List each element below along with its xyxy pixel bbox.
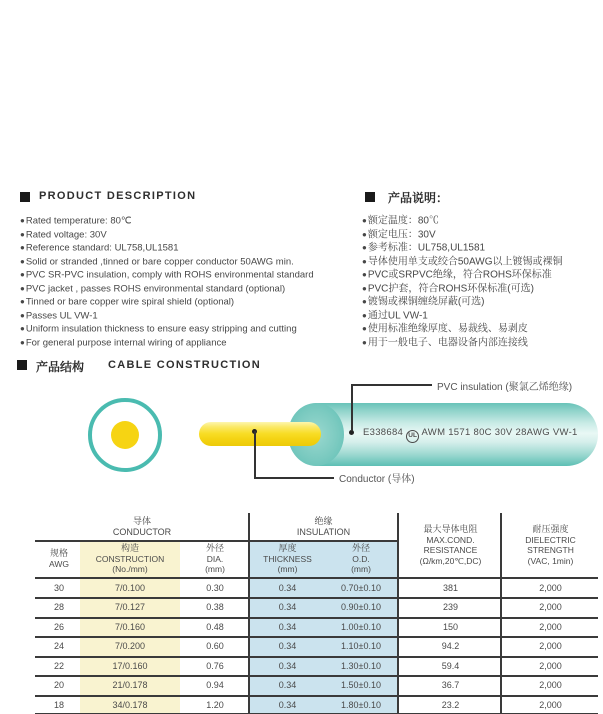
bullet-item: ● 通过UL VW-1 (362, 309, 562, 323)
table-cell: 17/0.160 (112, 661, 148, 671)
table-cell: 2,000 (539, 661, 562, 671)
bullet-item: ● PVC或SRPVC绝缘，符合ROHS环保标准 (362, 268, 562, 282)
table-cell: 0.34 (278, 661, 297, 671)
table-cell: 20 (53, 680, 64, 690)
construction-title-en: CABLE CONSTRUCTION (108, 359, 261, 371)
table-cell: 1.80±0.10 (341, 699, 381, 710)
th-dielectric: 耐压强度 DIELECTRIC STRENGTH (VAC, 1min) (525, 524, 576, 566)
bullet-item: ● 导体使用单支或绞合50AWG以上镀锡或裸铜 (362, 255, 562, 269)
table-cell: 0.34 (278, 622, 297, 632)
table-cell: 0.70±0.10 (341, 583, 381, 593)
table-cell: 36.7 (441, 680, 460, 690)
table-cell: 7/0.127 (114, 602, 146, 612)
bullet-item: ● Rated temperature: 80℃ (20, 214, 314, 228)
table-cell: 7/0.200 (114, 641, 146, 651)
table-cell: 0.38 (206, 602, 224, 612)
table-cell: 18 (53, 699, 64, 710)
bullet-item: ● 使用标准绝缘厚度、易裁线、易剥皮 (362, 322, 562, 336)
cable-rating-text: AWM 1571 80C 30V 28AWG VW-1 (421, 427, 578, 438)
insulation-callout-line-h (351, 384, 432, 386)
table-cell: 0.34 (278, 680, 297, 690)
bullet-item: ● PVC SR-PVC insulation, comply with ROHS environmental standard (20, 268, 314, 282)
table-cell: 1.00±0.10 (341, 622, 381, 632)
table-cell: 0.30 (206, 583, 224, 593)
table-cell: 2,000 (539, 622, 562, 632)
table-cell: 0.76 (206, 661, 224, 671)
table-cell: 2,000 (539, 699, 562, 710)
table-header-divider (35, 577, 598, 579)
th-od: 外径 O.D. (mm) (351, 543, 371, 574)
table-row-line (35, 675, 598, 677)
table-cell: 1.50±0.10 (341, 680, 381, 690)
table-group-divider (35, 540, 399, 542)
table-cell: 30 (53, 583, 64, 593)
cable-3d-conductor (199, 422, 321, 446)
conductor-label: Conductor (导体) (339, 474, 415, 485)
bullet-item: ● 镀锡或裸铜缠绕屏蔽(可选) (362, 295, 562, 309)
table-cell: 0.34 (278, 602, 297, 612)
bullet-item: ● 额定温度：80℃ (362, 214, 562, 228)
cable-cert-number: E338684 (363, 427, 404, 438)
table-cell: 0.34 (278, 583, 297, 593)
table-row (35, 581, 598, 595)
bullet-item: ● Reference standard: UL758,UL1581 (20, 241, 314, 255)
table-cell: 0.90±0.10 (341, 602, 381, 612)
th-construction: 构造 CONSTRUCTION (No./mm) (95, 543, 165, 574)
th-dia: 外径 DIA. (mm) (205, 543, 225, 574)
table-cell: 381 (442, 583, 459, 593)
table-cell: 0.94 (206, 680, 224, 690)
table-cell: 0.48 (206, 622, 224, 632)
construction-title-cn: 产品结构 (36, 360, 85, 374)
bullet-item: ● 额定电压：30V (362, 228, 562, 242)
product-description-cn-list (362, 214, 562, 349)
bullet-item: ● PVC jacket , passes ROHS environmental standard (optional) (20, 282, 314, 296)
bullet-item: ● Tinned or bare copper wire spiral shield (optional) (20, 295, 314, 309)
table-row (35, 620, 598, 634)
table-cell: 2,000 (539, 602, 562, 612)
ul-certification-icon: UL (406, 430, 419, 443)
table-cell: 23.2 (441, 699, 460, 710)
table-cell: 1.20 (206, 699, 224, 710)
bullet-item: ● Solid or stranded ,tinned or bare copper conductor 50AWG min. (20, 255, 314, 269)
table-cell: 1.10±0.10 (341, 641, 381, 651)
bullet-item: ● Passes UL VW-1 (20, 309, 314, 323)
table-row (35, 659, 598, 673)
table-cell: 1.30±0.10 (341, 661, 381, 671)
bullet-item: ● Rated voltage: 30V (20, 228, 314, 242)
table-cell: 24 (53, 641, 64, 651)
table-cell: 2,000 (539, 583, 562, 593)
table-row (35, 678, 598, 692)
insulation-callout-line-v (351, 384, 353, 431)
th-thickness: 厚度 THICKNESS (mm) (263, 543, 312, 574)
bullet-item: ● 参考标准：UL758,UL1581 (362, 241, 562, 255)
table-cell: 150 (442, 622, 459, 632)
table-cell: 28 (53, 602, 64, 612)
th-resistance: 最大导体电阻 MAX.COND. RESISTANCE (Ω/km,20℃,DC) (419, 524, 482, 566)
table-cell: 7/0.160 (114, 622, 146, 632)
table-row-line (35, 617, 598, 619)
product-description-cn-title: 产品说明： (388, 191, 449, 205)
conductor-callout-line-v (254, 431, 256, 478)
table-cell: 59.4 (441, 661, 460, 671)
table-cell: 239 (442, 602, 459, 612)
bullet-item: ● PVC护套，符合ROHS环保标准(可选) (362, 282, 562, 296)
conductor-callout-line-h (254, 477, 334, 479)
table-cell: 94.2 (441, 641, 460, 651)
section-square-marker (20, 192, 30, 202)
th-conductor-group: 导体 CONDUCTOR (112, 516, 172, 537)
table-row-line (35, 597, 598, 599)
section-square-marker (365, 192, 375, 202)
product-description-list (20, 214, 314, 349)
th-awg: 规格 AWG (49, 548, 69, 569)
table-row (35, 698, 598, 712)
table-row (35, 639, 598, 653)
table-cell: 2,000 (539, 641, 562, 651)
bullet-item: ● 用于一般电子、电器设备内部连接线 (362, 336, 562, 350)
cable-cross-section-conductor-core (111, 421, 139, 449)
table-cell: 21/0.178 (112, 680, 148, 690)
table-cell: 0.60 (206, 641, 224, 651)
table-cell: 2,000 (539, 680, 562, 690)
table-row (35, 600, 598, 614)
table-cell: 0.34 (278, 641, 297, 651)
table-cell: 0.34 (278, 699, 297, 710)
table-cell: 34/0.178 (112, 699, 148, 710)
bullet-item: ● For general purpose internal wiring of appliance (20, 336, 314, 350)
cable-print-text (363, 427, 578, 443)
table-row-line (35, 636, 598, 638)
table-row-line (35, 656, 598, 658)
spec-table (35, 513, 598, 714)
table-cell: 22 (53, 661, 64, 671)
bullet-item: ● Uniform insulation thickness to ensure easy stripping and cutting (20, 322, 314, 336)
th-insulation-group: 绝缘 INSULATION (296, 516, 351, 537)
section-square-marker (17, 360, 27, 370)
insulation-label: PVC insulation (聚氯乙烯绝缘) (437, 382, 573, 393)
product-description-title: PRODUCT DESCRIPTION (39, 190, 197, 202)
table-cell: 26 (53, 622, 64, 632)
table-cell: 7/0.100 (114, 583, 146, 593)
